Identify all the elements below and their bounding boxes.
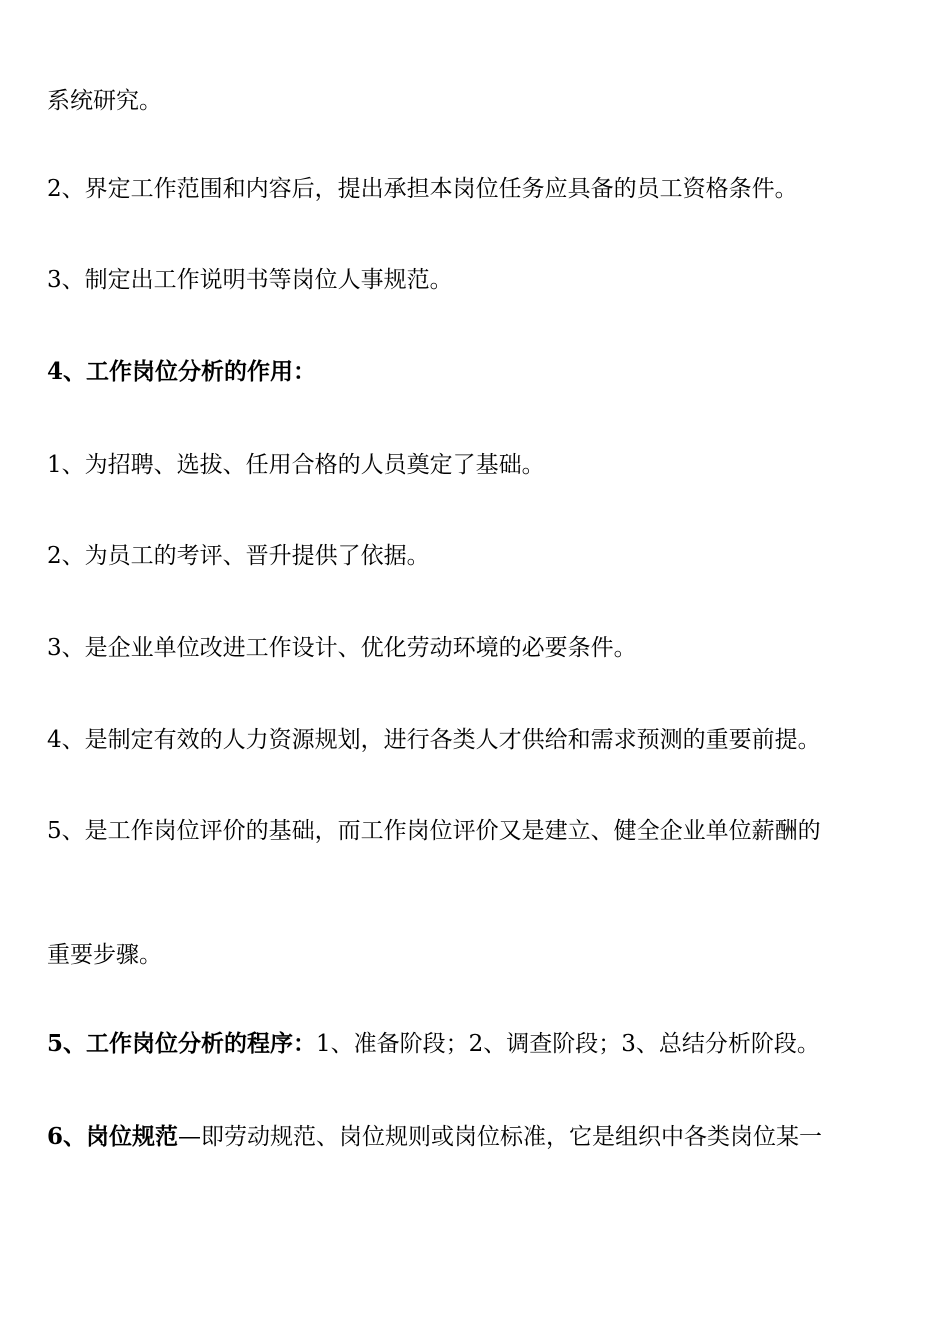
line-text: 系统研究。 bbox=[47, 88, 162, 114]
paragraph-line-10 bbox=[47, 940, 917, 970]
heading-text: 6、岗位规范 bbox=[47, 1123, 179, 1150]
line-text: 重要步骤。 bbox=[47, 942, 162, 968]
line-text: 1、为招聘、选拔、任用合格的人员奠定了基础。 bbox=[47, 452, 545, 478]
line-text: 2、界定工作范围和内容后，提出承担本岗位任务应具备的员工资格条件。 bbox=[47, 176, 798, 202]
paragraph-line-9 bbox=[47, 816, 917, 846]
line-text: —即劳动规范、岗位规则或岗位标准，它是组织中各类岗位某一 bbox=[178, 1124, 823, 1150]
line-text: 3、制定出工作说明书等岗位人事规范。 bbox=[47, 267, 453, 293]
section-heading-5 bbox=[47, 1029, 917, 1059]
paragraph-line-2 bbox=[47, 174, 917, 204]
paragraph-line-5 bbox=[47, 450, 917, 480]
heading-text: 4、工作岗位分析的作用： bbox=[47, 358, 317, 385]
section-heading-4 bbox=[47, 357, 917, 387]
line-text: 3、是企业单位改进工作设计、优化劳动环境的必要条件。 bbox=[47, 635, 637, 661]
line-text: 1、准备阶段；2、调查阶段；3、总结分析阶段。 bbox=[316, 1031, 820, 1057]
paragraph-line-6 bbox=[47, 541, 917, 571]
paragraph-line-8 bbox=[47, 725, 917, 755]
line-text: 5、是工作岗位评价的基础，而工作岗位评价又是建立、健全企业单位薪酬的 bbox=[47, 818, 821, 844]
paragraph-line-7 bbox=[47, 633, 917, 663]
heading-text: 5、工作岗位分析的程序： bbox=[47, 1030, 317, 1057]
paragraph-line-3 bbox=[47, 265, 917, 295]
section-heading-6 bbox=[47, 1122, 917, 1152]
paragraph-line-1 bbox=[47, 86, 917, 116]
line-text: 4、是制定有效的人力资源规划，进行各类人才供给和需求预测的重要前提。 bbox=[47, 727, 821, 753]
line-text: 2、为员工的考评、晋升提供了依据。 bbox=[47, 543, 430, 569]
